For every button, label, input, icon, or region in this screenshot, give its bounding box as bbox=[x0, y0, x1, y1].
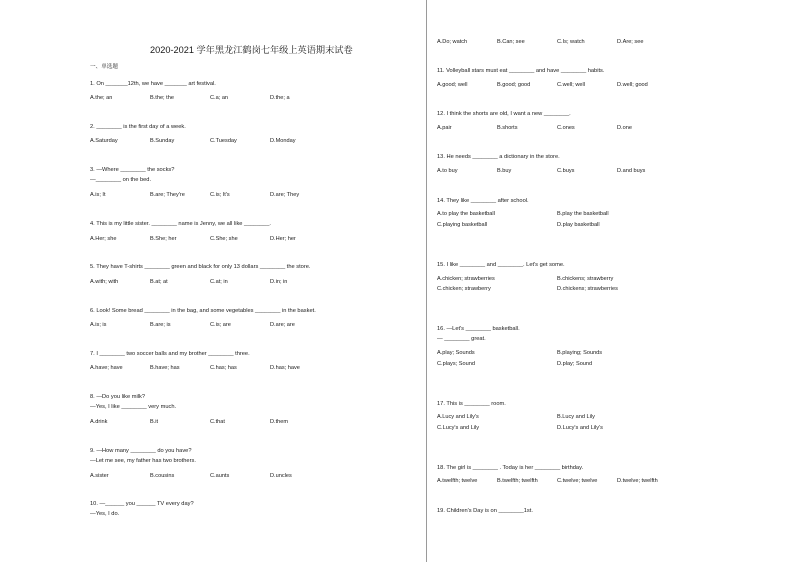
option-c[interactable]: C.aunts bbox=[210, 473, 230, 479]
option-a[interactable]: A.Do; watch bbox=[437, 39, 468, 45]
option-d[interactable]: D.in; in bbox=[270, 279, 288, 285]
option-a[interactable]: A.the; an bbox=[90, 95, 113, 101]
question-line: 6. Look! Some bread ________ in the bag, and some vegetables ________ in the basket. bbox=[90, 308, 316, 314]
option-d[interactable]: D.the; a bbox=[270, 95, 290, 101]
option-b[interactable]: B.are; is bbox=[150, 322, 171, 328]
option-d[interactable]: D.chickens; strawberries bbox=[557, 286, 618, 292]
option-c[interactable]: C.Tuesday bbox=[210, 138, 237, 144]
question-line: 5. They have T-shirts ________ green and black for only 13 dollars ________ the store. bbox=[90, 264, 311, 270]
question-12 bbox=[437, 110, 571, 120]
option-a[interactable]: A.is; is bbox=[90, 322, 107, 328]
question-line: 17. This is ________ room. bbox=[437, 401, 506, 407]
question-16 bbox=[437, 325, 520, 344]
question-line: —Let me see, my father has two brothers. bbox=[90, 457, 196, 464]
option-c[interactable]: C.twelve; twelve bbox=[557, 478, 598, 484]
question-line: 3. —Where ________ the socks? bbox=[90, 167, 175, 173]
question-line: 12. I think the shorts are old, I want a new ________. bbox=[437, 111, 571, 117]
option-b[interactable]: B.twelfth; twelfth bbox=[497, 478, 538, 484]
option-b[interactable]: B.Sunday bbox=[150, 138, 175, 144]
question-10 bbox=[90, 500, 194, 519]
question-14 bbox=[437, 197, 529, 207]
question-line: 2. ________ is the first day of a week. bbox=[90, 124, 186, 130]
question-9 bbox=[90, 447, 196, 466]
question-4 bbox=[90, 220, 271, 230]
option-c[interactable]: C.is; are bbox=[210, 322, 231, 328]
question-line: 7. I ________ two soccer balls and my brother ________ three. bbox=[90, 351, 250, 357]
option-d[interactable]: D.Her; her bbox=[270, 236, 296, 242]
option-b[interactable]: B.good; good bbox=[497, 82, 531, 88]
option-b[interactable]: B.buy bbox=[497, 168, 512, 174]
option-a[interactable]: A.have; have bbox=[90, 365, 123, 371]
option-c[interactable]: C.Is; watch bbox=[557, 39, 585, 45]
option-c[interactable]: C.well; well bbox=[557, 82, 585, 88]
option-a[interactable]: A.sister bbox=[90, 473, 109, 479]
option-a[interactable]: A.pair bbox=[437, 125, 452, 131]
option-b[interactable]: B.Can; see bbox=[497, 39, 525, 45]
option-c[interactable]: C.Lucy's and Lily bbox=[437, 425, 480, 431]
option-a[interactable]: A.play; Sounds bbox=[437, 350, 475, 356]
question-line: 14. They like ________ after school. bbox=[437, 198, 529, 204]
question-line: 10. —______ you ______ TV every day? bbox=[90, 501, 194, 507]
option-d[interactable]: D.and buys bbox=[617, 168, 646, 174]
option-a[interactable]: A.chicken; strawberries bbox=[437, 276, 495, 282]
option-d[interactable]: D.twelve; twelfth bbox=[617, 478, 658, 484]
question-19 bbox=[437, 507, 533, 517]
option-d[interactable]: D.play basketball bbox=[557, 222, 600, 228]
option-d[interactable]: D.play; Sound bbox=[557, 361, 593, 367]
option-c[interactable]: C.plays; Sound bbox=[437, 361, 475, 367]
option-d[interactable]: D.well; good bbox=[617, 82, 648, 88]
question-line: —Yes, I do. bbox=[90, 510, 120, 517]
option-c[interactable]: C.is; It's bbox=[210, 192, 230, 198]
option-c[interactable]: C.has; has bbox=[210, 365, 237, 371]
question-line: 1. On _______12th, we have _______ art festival. bbox=[90, 81, 216, 87]
page-title: 2020-2021 学年黑龙江鹤岗七年级上英语期末试卷 bbox=[150, 45, 353, 55]
option-b[interactable]: B.the; the bbox=[150, 95, 174, 101]
question-15 bbox=[437, 261, 565, 271]
question-17 bbox=[437, 400, 506, 410]
option-c[interactable]: C.a; an bbox=[210, 95, 229, 101]
question-1 bbox=[90, 80, 216, 90]
option-b[interactable]: B.are; They're bbox=[150, 192, 185, 198]
option-d[interactable]: D.Lucy's and Lily's bbox=[557, 425, 603, 431]
section-heading: 一、单选题 bbox=[90, 64, 118, 70]
question-line: 19. Children's Day is on ________1st. bbox=[437, 508, 533, 514]
option-c[interactable]: C.playing basketball bbox=[437, 222, 488, 228]
question-3 bbox=[90, 166, 174, 185]
question-7 bbox=[90, 350, 250, 360]
option-a[interactable]: A.to buy bbox=[437, 168, 458, 174]
option-c[interactable]: C.She; she bbox=[210, 236, 238, 242]
option-a[interactable]: A.is; It bbox=[90, 192, 106, 198]
option-a[interactable]: A.twelfth; twelve bbox=[437, 478, 478, 484]
option-d[interactable]: D.are; They bbox=[270, 192, 300, 198]
option-d[interactable]: D.Monday bbox=[270, 138, 296, 144]
question-11 bbox=[437, 67, 604, 77]
question-line: —________ on the bed. bbox=[90, 176, 152, 183]
question-line: 8. —Do you like milk? bbox=[90, 394, 145, 400]
option-c[interactable]: C.chicken; strawberry bbox=[437, 286, 491, 292]
option-d[interactable]: D.are; are bbox=[270, 322, 295, 328]
question-6 bbox=[90, 307, 316, 317]
question-line: 4. This is my little sister. ________ name is Jenny, we all like ________. bbox=[90, 221, 271, 227]
question-line: 16. —Let's ________ basketball. bbox=[437, 326, 520, 332]
question-2 bbox=[90, 123, 186, 133]
option-a[interactable]: A.to play the basketball bbox=[437, 211, 495, 217]
option-a[interactable]: A.with; with bbox=[90, 279, 119, 285]
question-line: — ________ great. bbox=[437, 335, 486, 342]
option-b[interactable]: B.shorts bbox=[497, 125, 518, 131]
option-a[interactable]: A.good; well bbox=[437, 82, 468, 88]
option-b[interactable]: B.chickens; strawberry bbox=[557, 276, 614, 282]
option-d[interactable]: D.has; have bbox=[270, 365, 300, 371]
option-b[interactable]: B.cousins bbox=[150, 473, 175, 479]
question-line: 11. Volleyball stars must eat ________ and have ________ habits. bbox=[437, 68, 605, 74]
option-b[interactable]: B.play the basketball bbox=[557, 211, 609, 217]
question-line: 9. —How many ________ do you have? bbox=[90, 448, 192, 454]
option-b[interactable]: B.at; at bbox=[150, 279, 168, 285]
option-b[interactable]: B.Lucy and Lily bbox=[557, 414, 595, 420]
option-c[interactable]: C.buys bbox=[557, 168, 575, 174]
option-d[interactable]: D.one bbox=[617, 125, 632, 131]
option-b[interactable]: B.She; her bbox=[150, 236, 177, 242]
column-divider bbox=[426, 0, 427, 562]
question-8 bbox=[90, 393, 176, 412]
option-c[interactable]: C.that bbox=[210, 419, 225, 425]
question-13 bbox=[437, 153, 560, 163]
question-line: —Yes, I like ________ very much. bbox=[90, 403, 177, 410]
option-a[interactable]: A.Saturday bbox=[90, 138, 118, 144]
option-b[interactable]: B.it bbox=[150, 419, 159, 425]
option-d[interactable]: D.them bbox=[270, 419, 289, 425]
option-d[interactable]: D.Are; see bbox=[617, 39, 644, 45]
option-b[interactable]: B.playing; Sounds bbox=[557, 350, 603, 356]
question-line: 15. I like ________ and ________. Let's get some. bbox=[437, 262, 565, 268]
option-d[interactable]: D.uncles bbox=[270, 473, 292, 479]
question-5 bbox=[90, 263, 310, 273]
question-line: 18. The girl is ________ . Today is her ________ birthday. bbox=[437, 465, 584, 471]
question-18 bbox=[437, 464, 583, 474]
option-c[interactable]: C.at; in bbox=[210, 279, 228, 285]
option-a[interactable]: A.Lucy and Lily's bbox=[437, 414, 479, 420]
option-a[interactable]: A.drink bbox=[90, 419, 108, 425]
question-line: 13. He needs ________ a dictionary in the store. bbox=[437, 154, 560, 160]
option-a[interactable]: A.Her; she bbox=[90, 236, 117, 242]
option-b[interactable]: B.have; has bbox=[150, 365, 180, 371]
option-c[interactable]: C.ones bbox=[557, 125, 575, 131]
